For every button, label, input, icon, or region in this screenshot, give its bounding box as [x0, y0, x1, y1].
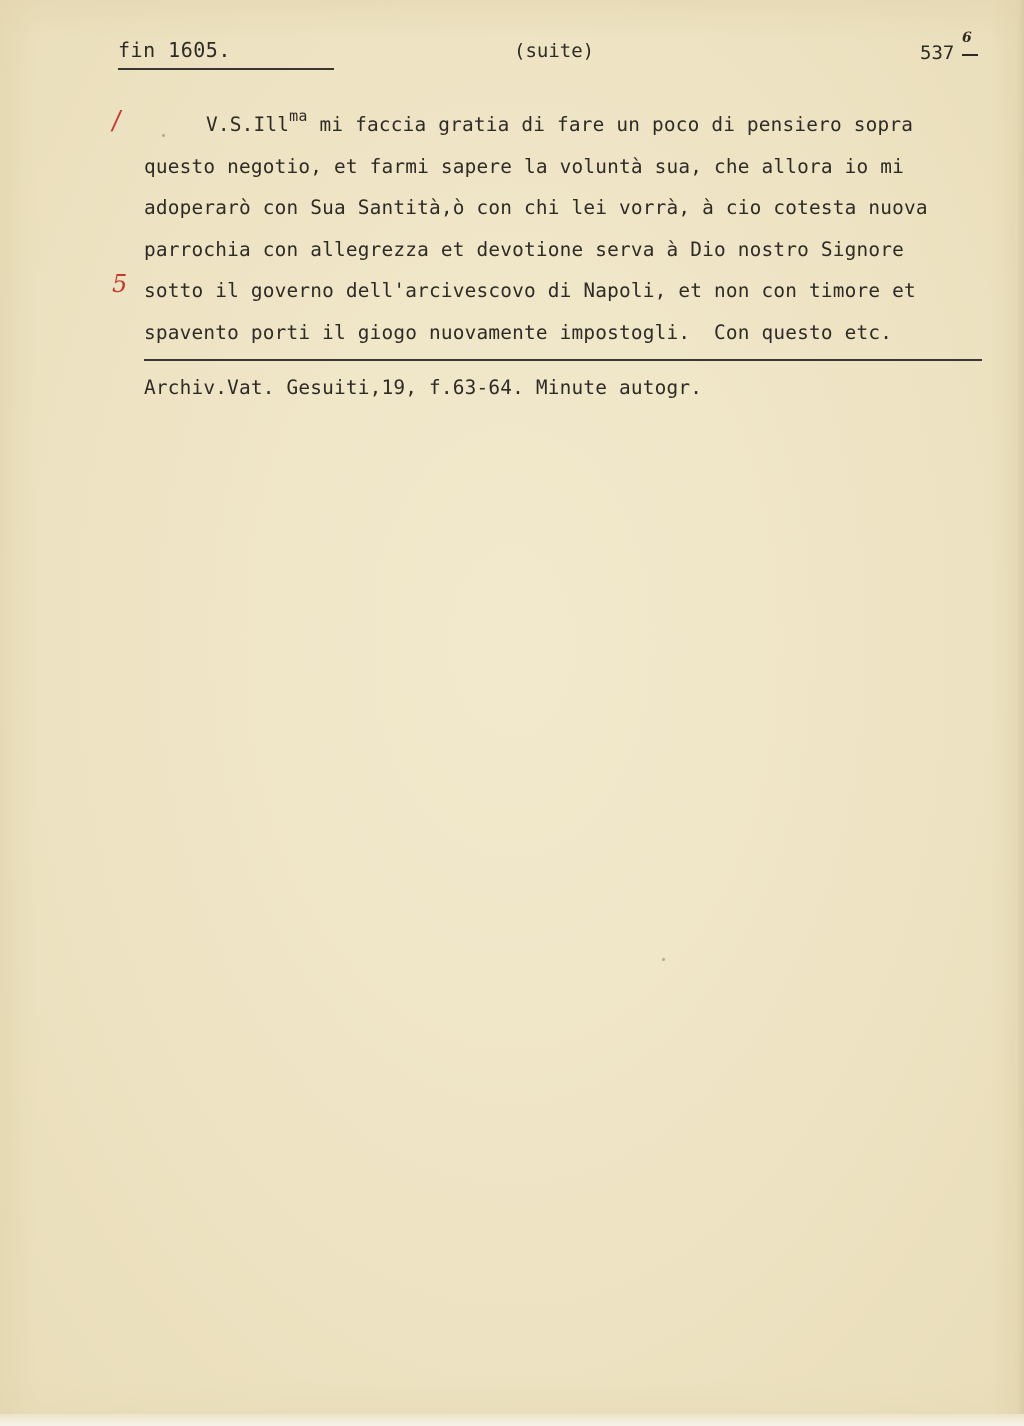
body-line-1-text: mi faccia gratia di fare un poco di pensiero sopra [307, 113, 914, 136]
salutation: V.S.Ill [206, 113, 290, 136]
page-edge-bottom [0, 1414, 1024, 1426]
salutation-superscript: ma [289, 107, 308, 125]
body-line-3: adoperarò con Sua Santità,ò con chi lei vorrà, à cio cotesta nuova [144, 196, 928, 219]
page-edge-right [1018, 0, 1024, 1426]
body-line-4: parrochia con allegrezza et devotione serva à Dio nostro Signore [144, 237, 904, 261]
handwritten-folio-rule [962, 54, 978, 56]
margin-line-mark-1: / [109, 106, 123, 136]
footnote-divider [144, 359, 982, 361]
margin-line-mark-5: 5 [112, 270, 128, 298]
body-line-6: spavento porti il giogo nuovamente impostogli. Con questo etc. [144, 320, 893, 344]
header-date: fin 1605. [118, 38, 231, 62]
handwritten-folio-mark: 6 [962, 30, 972, 46]
body-line-1 [144, 104, 1004, 146]
letter-body [144, 104, 1004, 353]
paper-speck [662, 958, 665, 961]
header-continuation: (suite) [514, 40, 595, 62]
header-date-underline [118, 68, 334, 70]
source-citation: Archiv.Vat. Gesuiti,19, f.63-64. Minute autogr. [144, 376, 703, 399]
body-line-5: sotto il governo dell'arcivescovo di Napoli, et non con timore et [144, 279, 916, 302]
body-line-2: questo negotio, et farmi sapere la voluntà sua, che allora io mi [144, 154, 904, 178]
page-number: 537 [920, 42, 955, 64]
paper-speck [162, 134, 165, 137]
